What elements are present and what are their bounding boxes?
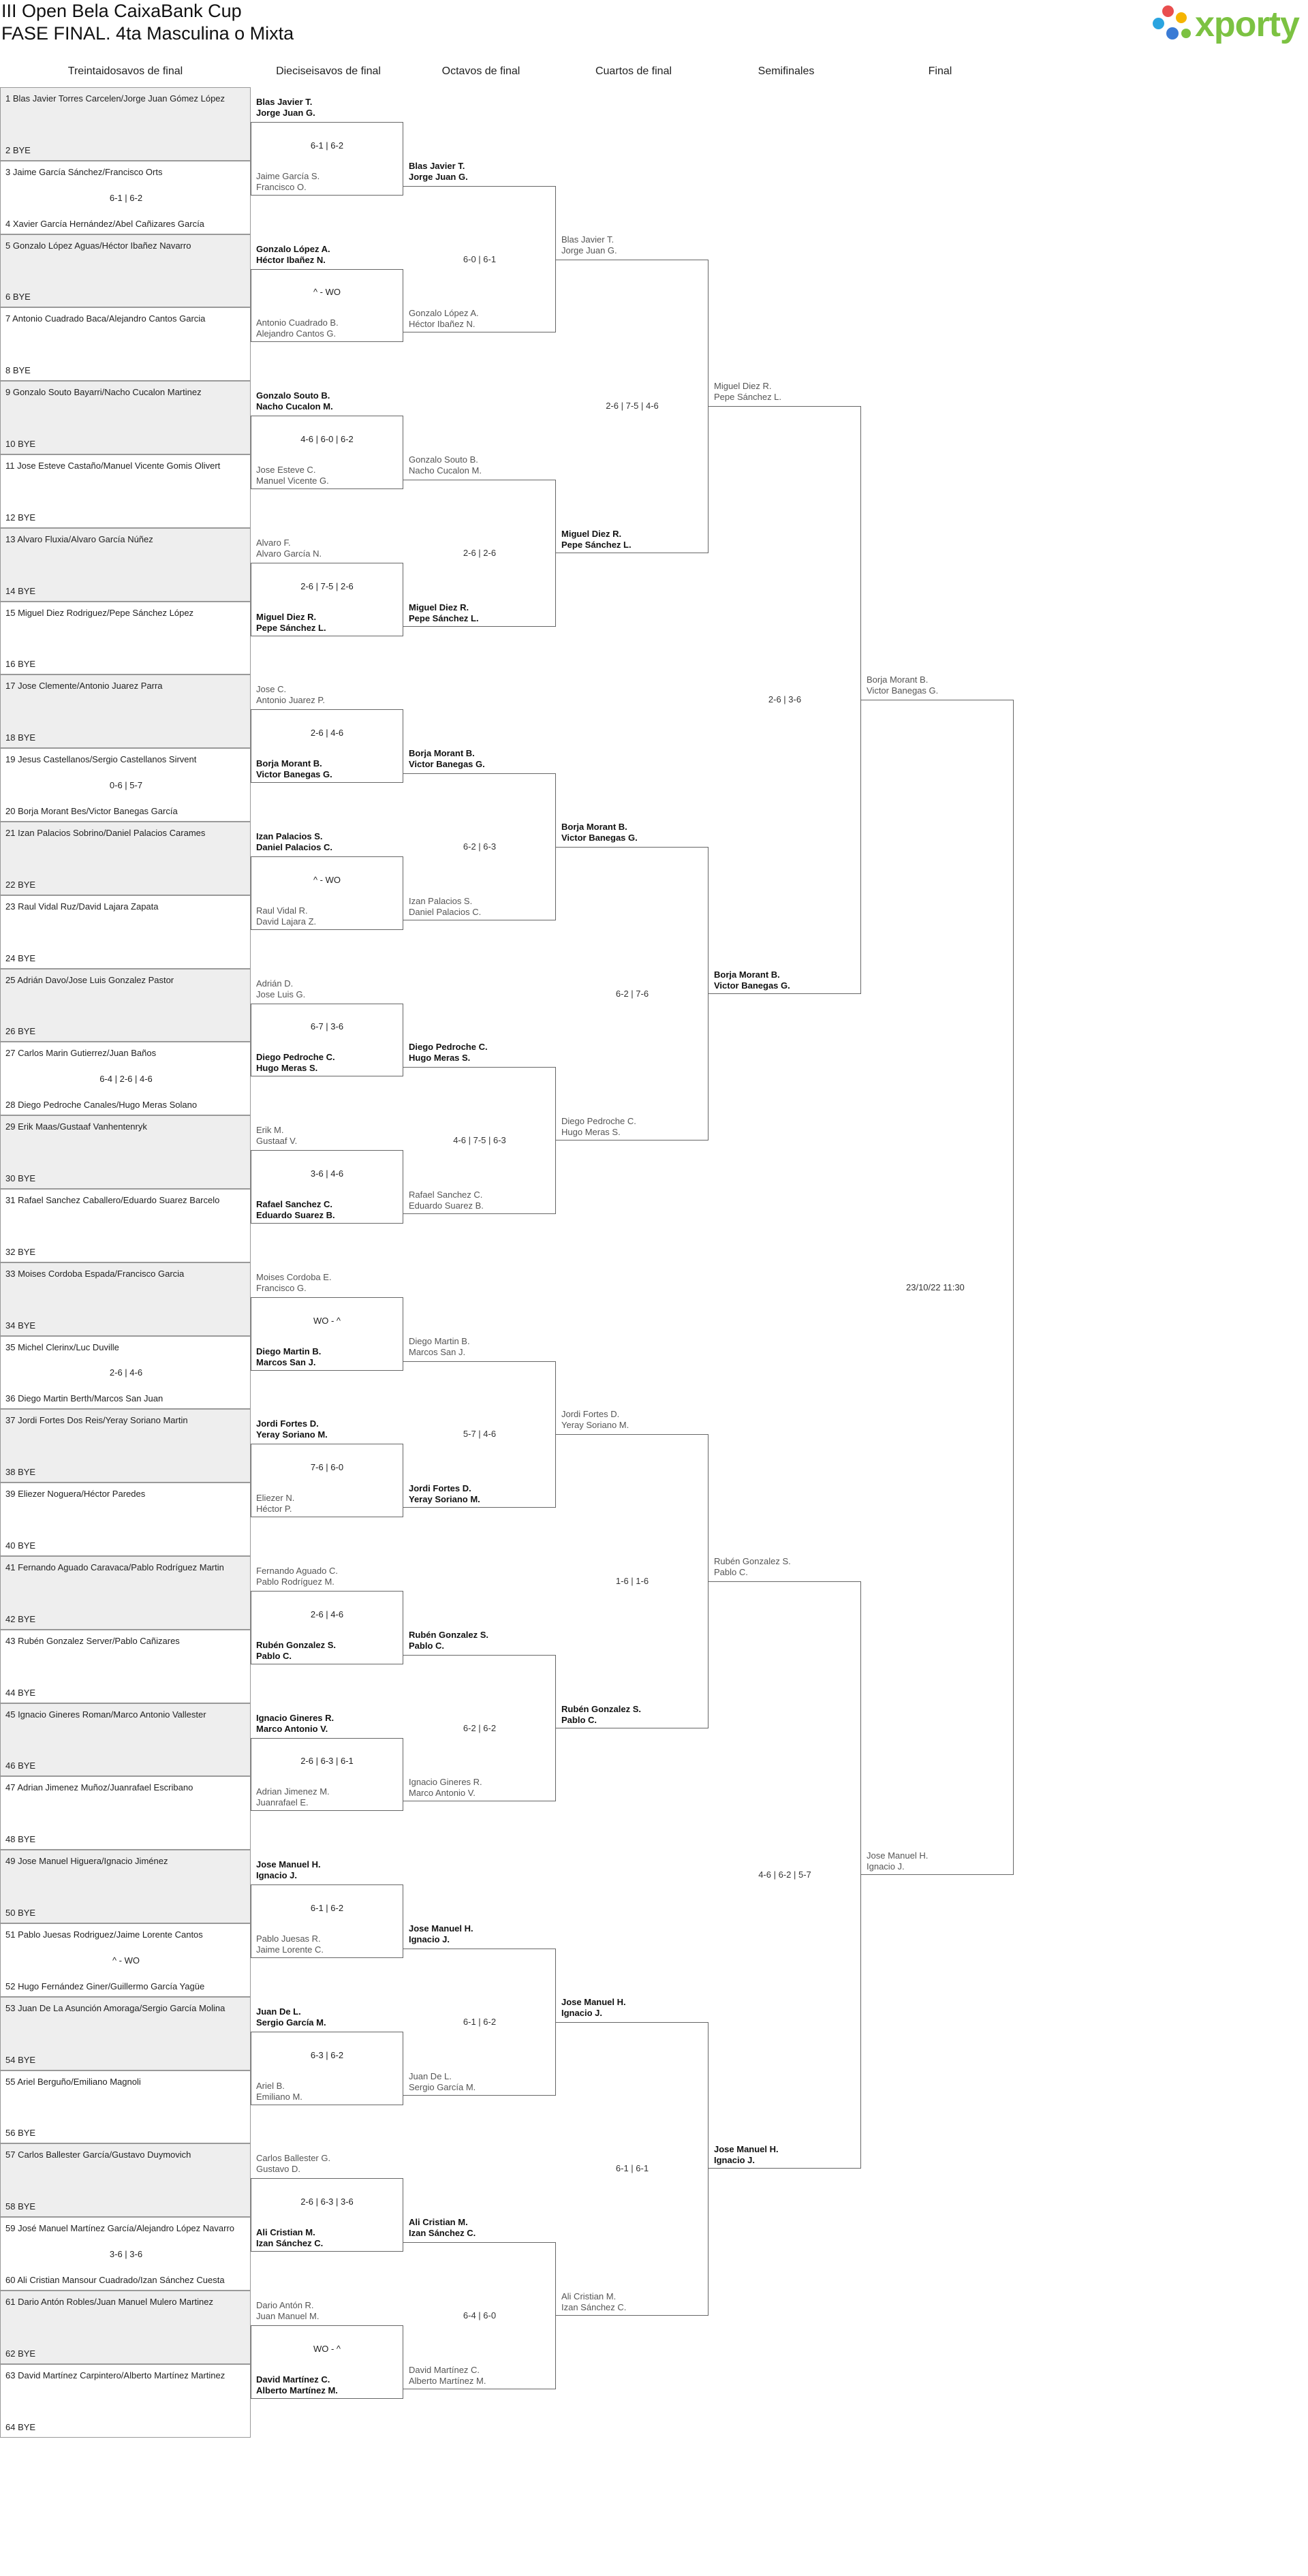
r32-team-a: 43 Rubén Gonzalez Server/Pablo Cañizares <box>5 1635 180 1646</box>
r32-team-b: 62 BYE <box>5 2348 36 2359</box>
r32-team-a: 63 David Martínez Carpintero/Alberto Martínez Martinez <box>5 2370 225 2380</box>
r16-team-a: Ignacio Gineres R. Marco Antonio V. <box>256 1712 334 1734</box>
r16-team-a: Juan De L. Sergio García M. <box>256 2006 326 2028</box>
r8-team-a: Blas Javier T. Jorge Juan G. <box>409 160 468 182</box>
r16-team-a: Fernando Aguado C. Pablo Rodríguez M. <box>256 1566 338 1587</box>
r32-score: 6-1 | 6-2 <box>109 192 143 203</box>
r32-match[interactable] <box>0 1189 251 1262</box>
r8-team-a: Borja Morant B. Victor Banegas G. <box>409 748 485 770</box>
r16-team-b: Ariel B. Emiliano M. <box>256 2080 302 2102</box>
r32-team-b: 58 BYE <box>5 2201 36 2212</box>
r32-score: 0-6 | 5-7 <box>109 780 143 791</box>
r32-team-b: 14 BYE <box>5 585 36 596</box>
round-header-r4: Cuartos de final <box>595 65 672 77</box>
r32-team-a: 35 Michel Clerinx/Luc Duville <box>5 1341 119 1352</box>
r32-match[interactable] <box>0 381 251 454</box>
r32-match[interactable] <box>0 1923 251 1997</box>
r32-match[interactable] <box>0 307 251 381</box>
r2-score: 4-6 | 6-2 | 5-7 <box>758 1869 811 1880</box>
r8-team-a: Diego Pedroche C. Hugo Meras S. <box>409 1042 488 1064</box>
r32-team-b: 20 Borja Morant Bes/Victor Banegas García <box>5 805 178 816</box>
r4-team-a: Jose Manuel H. Ignacio J. <box>561 1996 626 2018</box>
r16-team-b: Miguel Diez R. Pepe Sánchez L. <box>256 611 326 633</box>
r32-team-a: 23 Raul Vidal Ruz/David Lajara Zapata <box>5 901 159 912</box>
round-header-r16: Dieciseisavos de final <box>276 65 381 77</box>
r32-team-a: 27 Carlos Marin Gutierrez/Juan Baños <box>5 1048 157 1059</box>
r32-team-a: 7 Antonio Cuadrado Baca/Alejandro Cantos Garcia <box>5 313 206 324</box>
r32-match[interactable] <box>0 1997 251 2070</box>
r32-team-b: 36 Diego Martin Berth/Marcos San Juan <box>5 1393 164 1404</box>
r32-team-b: 4 Xavier García Hernández/Abel Cañizares García <box>5 218 204 229</box>
r4-team-a: Borja Morant B. Victor Banegas G. <box>561 822 638 843</box>
r32-team-a: 59 José Manuel Martínez García/Alejandro López Navarro <box>5 2223 235 2234</box>
r32-team-a: 33 Moises Cordoba Espada/Francisco Garcia <box>5 1268 185 1279</box>
r32-team-a: 25 Adrián Davo/Jose Luis Gonzalez Pastor <box>5 974 174 985</box>
r16-score: 7-6 | 6-0 <box>310 1462 344 1473</box>
r16-team-b: Borja Morant B. Victor Banegas G. <box>256 758 332 780</box>
r32-match[interactable] <box>0 1703 251 1777</box>
r32-match[interactable] <box>0 2070 251 2144</box>
r16-score: 6-3 | 6-2 <box>310 2049 344 2060</box>
r32-match[interactable] <box>0 234 251 308</box>
r32-match[interactable] <box>0 1336 251 1410</box>
r8-score: 5-7 | 4-6 <box>463 1429 497 1440</box>
phase-title: FASE FINAL. 4ta Masculina o Mixta <box>1 23 294 44</box>
r32-score: 3-6 | 3-6 <box>109 2249 143 2260</box>
r16-score: 6-1 | 6-2 <box>310 140 344 151</box>
r32-score: ^ - WO <box>112 1955 140 1966</box>
r8-team-b: David Martínez C. Alberto Martínez M. <box>409 2364 486 2386</box>
r32-team-b: 12 BYE <box>5 512 36 523</box>
r16-score: 6-7 | 3-6 <box>310 1021 344 1032</box>
r32-team-b: 46 BYE <box>5 1760 36 1771</box>
r32-team-b: 56 BYE <box>5 2128 36 2139</box>
r8-score: 6-4 | 6-0 <box>463 2310 497 2321</box>
r8-team-b: Izan Palacios S. Daniel Palacios C. <box>409 895 482 917</box>
r16-score: WO - ^ <box>313 1315 341 1326</box>
r32-match[interactable] <box>0 87 251 161</box>
r16-team-a: Moises Cordoba E. Francisco G. <box>256 1271 332 1293</box>
r32-team-a: 51 Pablo Juesas Rodriguez/Jaime Lorente Cantos <box>5 1929 203 1940</box>
r8-score: 6-2 | 6-2 <box>463 1722 497 1733</box>
r32-team-b: 48 BYE <box>5 1834 36 1845</box>
xporty-logo <box>1151 4 1304 45</box>
r32-match[interactable] <box>0 161 251 234</box>
r32-team-b: 2 BYE <box>5 144 31 155</box>
r16-team-a: Carlos Ballester G. Gustavo D. <box>256 2153 331 2175</box>
r16-score: 4-6 | 6-0 | 6-2 <box>300 434 354 445</box>
final-date: 23/10/22 11:30 <box>906 1282 965 1292</box>
r32-match[interactable] <box>0 1850 251 1923</box>
r16-team-b: Jaime García S. Francisco O. <box>256 170 320 192</box>
r32-team-b: 22 BYE <box>5 879 36 890</box>
r32-match[interactable] <box>0 1115 251 1189</box>
r32-match[interactable] <box>0 1776 251 1850</box>
r8-team-a: Rubén Gonzalez S. Pablo C. <box>409 1629 489 1651</box>
r32-match[interactable] <box>0 1262 251 1336</box>
r32-match[interactable] <box>0 822 251 895</box>
r2-team-a: Rubén Gonzalez S. Pablo C. <box>714 1556 791 1577</box>
r16-score: 2-6 | 7-5 | 2-6 <box>300 580 354 591</box>
r16-team-a: Jose C. Antonio Juarez P. <box>256 684 325 706</box>
r32-score: 2-6 | 4-6 <box>109 1367 143 1378</box>
r32-team-b: 50 BYE <box>5 1907 36 1918</box>
r32-team-b: 30 BYE <box>5 1173 36 1183</box>
r32-team-b: 16 BYE <box>5 659 36 670</box>
r32-team-a: 13 Alvaro Fluxia/Alvaro García Núñez <box>5 533 153 544</box>
r16-team-a: Dario Antón R. Juan Manuel M. <box>256 2300 320 2321</box>
r16-team-b: Rafael Sanchez C. Eduardo Suarez B. <box>256 1199 335 1220</box>
r16-score: 2-6 | 6-3 | 6-1 <box>300 1756 354 1767</box>
r16-score: 3-6 | 4-6 <box>310 1168 344 1179</box>
r32-team-a: 41 Fernando Aguado Caravaca/Pablo Rodríguez Martin <box>5 1562 224 1572</box>
r32-team-a: 45 Ignacio Gineres Roman/Marco Antonio Vallester <box>5 1709 206 1720</box>
r32-team-a: 37 Jordi Fortes Dos Reis/Yeray Soriano Martin <box>5 1415 188 1426</box>
r32-team-a: 21 Izan Palacios Sobrino/Daniel Palacios Carames <box>5 828 206 838</box>
r32-team-a: 53 Juan De La Asunción Amoraga/Sergio García Molina <box>5 2002 225 2013</box>
r4-team-b: Rubén Gonzalez S. Pablo C. <box>561 1703 642 1725</box>
logo-dot-yellow <box>1176 12 1187 23</box>
r16-team-b: Raul Vidal R. David Lajara Z. <box>256 905 317 927</box>
r4-team-b: Ali Cristian M. Izan Sánchez C. <box>561 2291 627 2312</box>
r32-match[interactable] <box>0 454 251 528</box>
r32-match[interactable] <box>0 895 251 969</box>
final-team-b: Jose Manuel H. Ignacio J. <box>867 1850 929 1872</box>
round-header-final: Final <box>928 65 952 77</box>
r32-match[interactable] <box>0 1630 251 1703</box>
r16-score: 2-6 | 4-6 <box>310 1609 344 1619</box>
r16-team-b: Ali Cristian M. Izan Sánchez C. <box>256 2227 324 2249</box>
round-header-semis: Semifinales <box>758 65 815 77</box>
logo-dot-blue <box>1153 18 1164 29</box>
r16-score: ^ - WO <box>313 874 341 885</box>
r8-team-b: Juan De L. Sergio García M. <box>409 2070 476 2092</box>
r8-score: 6-0 | 6-1 <box>463 253 497 264</box>
r32-match[interactable] <box>0 1042 251 1115</box>
r8-team-b: Rafael Sanchez C. Eduardo Suarez B. <box>409 1190 484 1211</box>
r4-team-a: Blas Javier T. Jorge Juan G. <box>561 234 617 255</box>
r4-score: 1-6 | 1-6 <box>615 1576 649 1586</box>
logo-dot-darkblue <box>1166 27 1179 40</box>
tournament-title: III Open Bela CaixaBank Cup <box>1 1 242 21</box>
r16-team-a: Gonzalo López A. Héctor Ibañez N. <box>256 243 330 265</box>
r32-team-a: 11 Jose Esteve Castaño/Manuel Vicente Gomis Olivert <box>5 461 221 471</box>
r8-score: 6-1 | 6-2 <box>463 2016 497 2027</box>
r32-team-b: 64 BYE <box>5 2421 36 2432</box>
r32-match[interactable] <box>0 602 251 675</box>
r32-match[interactable] <box>0 1556 251 1630</box>
r8-team-a: Ali Cristian M. Izan Sánchez C. <box>409 2217 476 2239</box>
r4-team-b: Miguel Diez R. Pepe Sánchez L. <box>561 528 632 550</box>
r32-match[interactable] <box>0 2217 251 2291</box>
r16-score: 2-6 | 6-3 | 3-6 <box>300 2197 354 2207</box>
r32-match[interactable] <box>0 2143 251 2217</box>
r32-team-b: 8 BYE <box>5 365 31 376</box>
r32-team-b: 38 BYE <box>5 1467 36 1478</box>
round-header-r32: Treintaidosavos de final <box>67 65 183 77</box>
r32-team-b: 24 BYE <box>5 952 36 963</box>
r2-team-a: Miguel Diez R. Pepe Sánchez L. <box>714 381 782 403</box>
r8-team-b: Gonzalo López A. Héctor Ibañez N. <box>409 308 479 330</box>
r16-team-b: Pablo Juesas R. Jaime Lorente C. <box>256 1934 324 1955</box>
r32-team-a: 39 Eliezer Noguera/Héctor Paredes <box>5 1489 146 1500</box>
r32-team-b: 44 BYE <box>5 1687 36 1698</box>
r16-team-a: Jose Manuel H. Ignacio J. <box>256 1859 321 1881</box>
logo-dot-green <box>1181 29 1191 38</box>
r8-team-a: Gonzalo Souto B. Nacho Cucalon M. <box>409 454 482 476</box>
r32-match[interactable] <box>0 2364 251 2438</box>
r16-team-b: Diego Pedroche C. Hugo Meras S. <box>256 1052 335 1074</box>
r4-score: 6-1 | 6-1 <box>615 2163 649 2174</box>
r2-team-b: Jose Manuel H. Ignacio J. <box>714 2144 779 2166</box>
r16-team-a: Jordi Fortes D. Yeray Soriano M. <box>256 1418 328 1440</box>
r8-score: 2-6 | 2-6 <box>463 547 497 558</box>
r32-team-b: 40 BYE <box>5 1540 36 1551</box>
r16-team-a: Alvaro F. Alvaro García N. <box>256 537 322 559</box>
r16-team-a: Erik M. Gustaaf V. <box>256 1125 298 1147</box>
r16-team-b: Rubén Gonzalez S. Pablo C. <box>256 1639 337 1661</box>
r16-score: WO - ^ <box>313 2343 341 2354</box>
r32-team-b: 52 Hugo Fernández Giner/Guillermo García Yagüe <box>5 1981 205 1991</box>
r8-team-b: Jordi Fortes D. Yeray Soriano M. <box>409 1483 480 1505</box>
r32-team-a: 17 Jose Clemente/Antonio Juarez Parra <box>5 681 163 692</box>
r32-team-b: 28 Diego Pedroche Canales/Hugo Meras Solano <box>5 1100 198 1111</box>
r4-score: 2-6 | 7-5 | 4-6 <box>606 401 659 412</box>
r2-team-b: Borja Morant B. Victor Banegas G. <box>714 969 790 991</box>
r32-match[interactable] <box>0 528 251 602</box>
r16-team-b: David Martínez C. Alberto Martínez M. <box>256 2374 338 2395</box>
r16-team-a: Gonzalo Souto B. Nacho Cucalon M. <box>256 390 333 412</box>
r2-score: 2-6 | 3-6 <box>768 694 802 705</box>
r16-team-a: Blas Javier T. Jorge Juan G. <box>256 97 315 118</box>
r32-team-a: 47 Adrian Jimenez Muñoz/Juanrafael Escribano <box>5 1782 193 1793</box>
r32-team-b: 42 BYE <box>5 1613 36 1624</box>
r32-team-a: 29 Erik Maas/Gustaaf Vanhentenryk <box>5 1121 147 1132</box>
r32-team-a: 1 Blas Javier Torres Carcelen/Jorge Juan Gómez López <box>5 93 225 104</box>
r32-team-b: 18 BYE <box>5 732 36 743</box>
r8-score: 6-2 | 6-3 <box>463 841 497 852</box>
r32-team-a: 19 Jesus Castellanos/Sergio Castellanos Sirvent <box>5 754 197 765</box>
r32-match[interactable] <box>0 674 251 748</box>
r16-score: 2-6 | 4-6 <box>310 728 344 739</box>
r32-match[interactable] <box>0 1483 251 1556</box>
r32-team-b: 60 Ali Cristian Mansour Cuadrado/Izan Sánchez Cuesta <box>5 2274 225 2285</box>
r32-team-a: 49 Jose Manuel Higuera/Ignacio Jiménez <box>5 1856 168 1867</box>
r32-team-a: 55 Ariel Berguño/Emiliano Magnoli <box>5 2076 141 2087</box>
r32-team-a: 9 Gonzalo Souto Bayarri/Nacho Cucalon Martinez <box>5 387 202 398</box>
r32-team-a: 3 Jaime García Sánchez/Francisco Orts <box>5 166 163 177</box>
r32-match[interactable] <box>0 748 251 822</box>
r32-team-b: 26 BYE <box>5 1026 36 1037</box>
r16-team-b: Adrian Jimenez M. Juanrafael E. <box>256 1786 330 1808</box>
r16-team-b: Diego Martin B. Marcos San J. <box>256 1346 322 1367</box>
r16-team-a: Izan Palacios S. Daniel Palacios C. <box>256 831 332 852</box>
r32-score: 6-4 | 2-6 | 4-6 <box>99 1074 153 1085</box>
r16-team-b: Eliezer N. Héctor P. <box>256 1493 295 1515</box>
r32-team-b: 32 BYE <box>5 1246 36 1257</box>
logo-text: xporty <box>1195 5 1299 44</box>
r32-team-a: 57 Carlos Ballester García/Gustavo Duymovich <box>5 2150 191 2160</box>
r32-team-b: 6 BYE <box>5 292 31 302</box>
r32-match[interactable] <box>0 1409 251 1483</box>
r32-match[interactable] <box>0 2291 251 2364</box>
r8-team-a: Diego Martin B. Marcos San J. <box>409 1335 470 1357</box>
r32-team-b: 10 BYE <box>5 438 36 449</box>
r16-team-b: Jose Esteve C. Manuel Vicente G. <box>256 465 329 486</box>
r32-team-a: 5 Gonzalo López Aguas/Héctor Ibañez Navarro <box>5 240 191 251</box>
final-team-a: Borja Morant B. Victor Banegas G. <box>867 674 939 696</box>
r32-team-a: 61 Dario Antón Robles/Juan Manuel Mulero Martinez <box>5 2297 213 2307</box>
r32-match[interactable] <box>0 969 251 1042</box>
r16-score: 6-1 | 6-2 <box>310 1903 344 1914</box>
r16-score: ^ - WO <box>313 287 341 298</box>
r4-team-b: Diego Pedroche C. Hugo Meras S. <box>561 1116 636 1138</box>
r32-team-b: 54 BYE <box>5 2054 36 2065</box>
round-header-r8: Octavos de final <box>441 65 520 77</box>
r8-score: 4-6 | 7-5 | 6-3 <box>453 1135 506 1146</box>
r8-team-a: Jose Manuel H. Ignacio J. <box>409 1923 473 1944</box>
logo-dot-red <box>1162 5 1174 17</box>
r32-team-b: 34 BYE <box>5 1320 36 1331</box>
r32-team-a: 15 Miguel Diez Rodriguez/Pepe Sánchez López <box>5 607 194 618</box>
r8-team-b: Ignacio Gineres R. Marco Antonio V. <box>409 1777 482 1799</box>
r8-team-b: Miguel Diez R. Pepe Sánchez L. <box>409 602 479 623</box>
r32-team-a: 31 Rafael Sanchez Caballero/Eduardo Suarez Barcelo <box>5 1195 220 1205</box>
r16-team-b: Antonio Cuadrado B. Alejandro Cantos G. <box>256 317 339 339</box>
r16-team-a: Adrián D. Jose Luis G. <box>256 978 306 999</box>
r4-score: 6-2 | 7-6 <box>615 988 649 999</box>
r4-team-a: Jordi Fortes D. Yeray Soriano M. <box>561 1409 629 1431</box>
